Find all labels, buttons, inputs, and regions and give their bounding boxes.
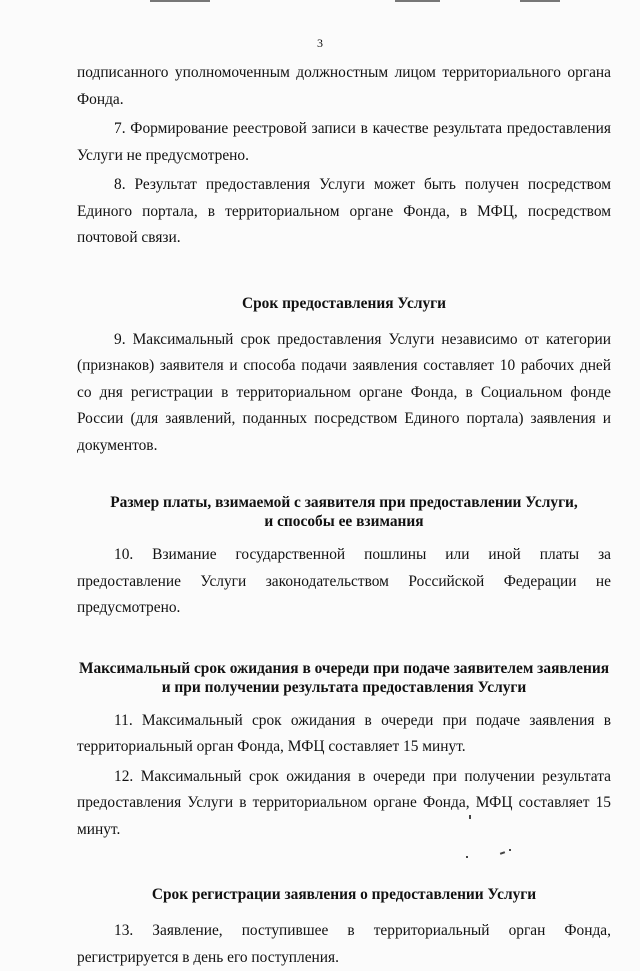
scan-speck <box>509 849 511 851</box>
paragraph-continuation: подписанного уполномоченным должностным лицом территориального органа Фонда. <box>77 64 611 108</box>
scan-edge-mark <box>150 0 210 2</box>
scan-edge-mark <box>520 0 560 2</box>
paragraph-9: 9. Максимальный срок предоставления Услуги независимо от категории (признаков) заявителя и способа подачи заявления составляет 10 рабочих дней со дня регистрации в территориальном органе Фонда, в Социальном фонде России (для заявлений, поданных посредством Единого портала) заявления и документов. <box>77 330 611 454</box>
paragraph-13: 13. Заявление, поступившее в территориальный орган Фонда, регистрируется в день его поступления. <box>77 922 611 966</box>
page-number: 3 <box>317 36 323 50</box>
section-heading-fee-line1: Размер платы, взимаемой с заявителя при предоставлении Услуги, <box>110 494 578 511</box>
document-body <box>77 60 611 971</box>
section-heading-registration: Срок регистрации заявления о предоставлении Услуги <box>151 886 537 903</box>
section-heading-queue-line1: Максимальный срок ожидания в очереди при подаче заявителем заявления <box>78 659 610 677</box>
scan-speck <box>469 815 471 819</box>
section-heading-queue-line2: и при получении результата предоставления Услуги <box>161 678 527 696</box>
paragraph-8: 8. Результат предоставления Услуги может быть получен посредством Единого портала, в территориальном органе Фонда, в МФЦ, посредством почтовой связи. <box>77 176 611 246</box>
scan-edge-mark <box>395 0 440 2</box>
section-heading-term: Срок предоставления Услуги <box>241 294 447 312</box>
paragraph-11: 11. Максимальный срок ожидания в очереди при подаче заявления в территориальный орган Фонда, МФЦ составляет 15 минут. <box>77 711 611 755</box>
paragraph-12: 12. Максимальный срок ожидания в очереди при получении результата предоставления Услуги в территориальном органе Фонда, МФЦ составляет 15 минут. <box>77 767 611 838</box>
paragraph-10: 10. Взимание государственной пошлины или иной платы за предоставление Услуги законодательством Российской Федерации не предусмотрено. <box>77 546 611 616</box>
section-heading-queue <box>77 659 611 697</box>
section-heading-fee-line2: и способы ее взимания <box>264 513 424 530</box>
paragraph-7: 7. Формирование реестровой записи в качестве результата предоставления Услуги не предусмотрено. <box>77 120 611 164</box>
section-heading-fee <box>77 493 611 531</box>
scan-speck <box>466 856 468 858</box>
